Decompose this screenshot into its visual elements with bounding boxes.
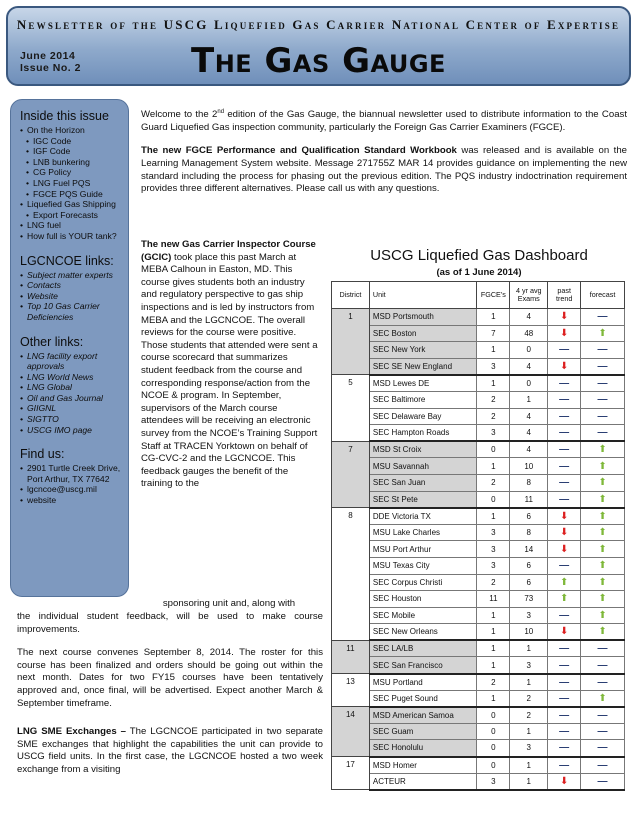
dash-icon: — (597, 377, 608, 389)
dash-icon: — (559, 410, 570, 422)
exams-cell: 14 (510, 541, 548, 558)
fgce-count-cell: 0 (477, 740, 510, 757)
past-trend-cell (548, 441, 581, 458)
exams-cell: 11 (510, 491, 548, 508)
past-trend-cell (548, 690, 581, 707)
dash-icon: — (559, 726, 570, 738)
inside-item[interactable]: • IGC Code (26, 136, 122, 147)
past-trend-cell (548, 491, 581, 508)
unit-cell: ACTEUR (369, 773, 477, 790)
forecast-cell (581, 375, 625, 392)
link-item[interactable]: • Top 10 Gas Carrier Deficiencies (20, 301, 122, 322)
dash-icon: — (559, 759, 570, 771)
dashboard-row (332, 773, 625, 790)
unit-cell: MSD American Samoa (369, 707, 477, 724)
past-trend-cell (548, 342, 581, 359)
dashboard-row (332, 591, 625, 608)
up-arrow-icon: ⬆ (598, 576, 607, 588)
other-links-list (20, 351, 122, 436)
dash-icon: — (597, 344, 608, 356)
intro-column (141, 106, 627, 207)
dashboard-row (332, 740, 625, 757)
up-arrow-icon: ⬆ (598, 510, 607, 522)
dash-icon: — (597, 676, 608, 688)
district-cell: 1 (332, 309, 370, 375)
forecast-cell (581, 591, 625, 608)
next-course-paragraph: The next course convenes September 8, 2014. The roster for this course has been finalized and orders should be going out within the next month. Dates for two FY15 courses have been tentatively approved and, once final, will be advertised. Expect another March & September timeframe. (17, 647, 323, 709)
past-trend-cell (548, 557, 581, 574)
dash-icon: — (559, 460, 570, 472)
unit-cell: SEC New York (369, 342, 477, 359)
dash-icon: — (597, 759, 608, 771)
unit-cell: SEC LA/LB (369, 640, 477, 657)
fgce-count-cell: 1 (477, 342, 510, 359)
link-item[interactable]: • Subject matter experts (20, 270, 122, 281)
dashboard-subtitle: (as of 1 June 2014) (436, 267, 522, 278)
unit-cell: SEC Baltimore (369, 391, 477, 408)
unit-cell: MSU Lake Charles (369, 524, 477, 541)
unit-cell: SEC Boston (369, 325, 477, 342)
exams-cell: 6 (510, 557, 548, 574)
past-trend-cell (548, 773, 581, 790)
past-trend-cell (548, 358, 581, 375)
fgce-count-cell: 2 (477, 474, 510, 491)
forecast-cell (581, 508, 625, 525)
exams-cell: 1 (510, 640, 548, 657)
unit-cell: SEC Hampton Roads (369, 425, 477, 442)
inside-item[interactable]: • LNB bunkering (26, 157, 122, 168)
exams-cell: 1 (510, 757, 548, 774)
col-district: District (332, 282, 370, 309)
fgce-count-cell: 3 (477, 541, 510, 558)
down-arrow-icon: ⬇ (559, 775, 569, 787)
forecast-cell (581, 640, 625, 657)
fgce-count-cell: 0 (477, 707, 510, 724)
exams-cell: 3 (510, 740, 548, 757)
forecast-cell (581, 408, 625, 425)
past-trend-cell (548, 425, 581, 442)
dash-icon: — (559, 742, 570, 754)
fgce-count-cell: 3 (477, 524, 510, 541)
exams-cell: 1 (510, 391, 548, 408)
forecast-cell (581, 458, 625, 475)
forecast-cell (581, 541, 625, 558)
unit-cell: MSU Texas City (369, 557, 477, 574)
dashboard-body (332, 309, 625, 790)
unit-cell: SEC St Pete (369, 491, 477, 508)
fgce-count-cell: 2 (477, 408, 510, 425)
district-cell: 17 (332, 757, 370, 790)
find-us-item: • lgcncoe@uscg.mil (20, 484, 122, 495)
up-arrow-icon: ⬆ (598, 444, 607, 456)
past-trend-cell (548, 325, 581, 342)
down-arrow-icon: ⬇ (559, 510, 569, 522)
exams-cell: 0 (510, 375, 548, 392)
fgce-count-cell: 1 (477, 657, 510, 674)
dash-icon: — (559, 444, 570, 456)
fgce-count-cell: 0 (477, 757, 510, 774)
unit-cell: SEC Guam (369, 723, 477, 740)
find-us-item: • 2901 Turtle Creek Drive, Port Arthur, TX 77642 (20, 463, 122, 484)
fgce-count-cell: 3 (477, 358, 510, 375)
forecast-cell (581, 607, 625, 624)
exams-cell: 0 (510, 342, 548, 359)
links-heading: LGCNCOE links: (20, 253, 114, 268)
dash-icon: — (597, 360, 608, 372)
exams-cell: 1 (510, 773, 548, 790)
forecast-cell (581, 624, 625, 641)
find-us-list (20, 463, 122, 505)
up-arrow-icon: ⬆ (598, 493, 607, 505)
fgce-count-cell: 3 (477, 773, 510, 790)
dashboard-row (332, 408, 625, 425)
forecast-cell (581, 309, 625, 326)
dash-icon: — (597, 427, 608, 439)
up-arrow-icon: ⬆ (598, 593, 607, 605)
fgce-count-cell: 1 (477, 458, 510, 475)
unit-cell: MSU Port Arthur (369, 541, 477, 558)
masthead-top-line: Newsletter of the USCG Liquefied Gas Carrier National Center of Expertise (16, 17, 621, 32)
district-cell: 5 (332, 375, 370, 441)
fgce-count-cell: 7 (477, 325, 510, 342)
fgce-count-cell: 11 (477, 591, 510, 608)
past-trend-cell (548, 508, 581, 525)
exams-cell: 6 (510, 574, 548, 591)
dashboard-title: USCG Liquefied Gas Dashboard (370, 247, 588, 264)
inside-item[interactable]: • IGF Code (26, 146, 122, 157)
past-trend-cell (548, 309, 581, 326)
unit-cell: SEC Puget Sound (369, 690, 477, 707)
gcic-end-paragraph: the individual student feedback, will be used to make course improvements. (17, 611, 323, 635)
down-arrow-icon: ⬇ (559, 543, 569, 555)
forecast-cell (581, 690, 625, 707)
col-past-trend: past trend (548, 282, 581, 309)
col-exams: 4 yr avg Exams (510, 282, 548, 309)
down-arrow-icon: ⬇ (559, 360, 569, 372)
issue-number: Issue No. 2 (20, 62, 81, 74)
past-trend-cell (548, 640, 581, 657)
up-arrow-icon: ⬆ (598, 527, 607, 539)
other-link-item[interactable]: • LNG facility export approvals (20, 351, 122, 372)
fgce-count-cell: 2 (477, 574, 510, 591)
unit-cell: DDE Victoria TX (369, 508, 477, 525)
dash-icon: — (597, 726, 608, 738)
dash-icon: — (559, 427, 570, 439)
dashboard-table (331, 281, 625, 791)
past-trend-cell (548, 391, 581, 408)
forecast-cell (581, 757, 625, 774)
dashboard-row (332, 674, 625, 691)
unit-cell: SEC San Francisco (369, 657, 477, 674)
find-us-heading: Find us: (20, 447, 65, 462)
dash-icon: — (597, 659, 608, 671)
forecast-cell (581, 474, 625, 491)
inside-item[interactable]: • LNG Fuel PQS (26, 178, 122, 189)
dashboard-row (332, 508, 625, 525)
fgce-count-cell: 0 (477, 441, 510, 458)
other-link-item[interactable]: • LNG Global (20, 382, 122, 393)
forecast-cell (581, 342, 625, 359)
forecast-cell (581, 441, 625, 458)
dashboard-row (332, 309, 625, 326)
dashboard-row (332, 325, 625, 342)
unit-cell: MSU Savannah (369, 458, 477, 475)
exams-cell: 1 (510, 674, 548, 691)
exams-cell: 10 (510, 458, 548, 475)
col-forecast: forecast (581, 282, 625, 309)
dashboard-row (332, 624, 625, 641)
exams-cell: 4 (510, 309, 548, 326)
dash-icon: — (559, 609, 570, 621)
dash-icon: — (559, 377, 570, 389)
up-arrow-icon: ⬆ (559, 576, 569, 588)
unit-cell: SEC SE New England (369, 358, 477, 375)
district-cell: 8 (332, 508, 370, 641)
past-trend-cell (548, 674, 581, 691)
fgce-count-cell: 1 (477, 690, 510, 707)
down-arrow-icon: ⬇ (559, 527, 569, 539)
inside-list (20, 125, 122, 242)
exams-cell: 73 (510, 591, 548, 608)
district-cell: 14 (332, 707, 370, 757)
issue-date: June 2014 (20, 50, 76, 62)
fgce-count-cell: 0 (477, 491, 510, 508)
unit-cell: SEC San Juan (369, 474, 477, 491)
forecast-cell (581, 358, 625, 375)
dashboard-row (332, 375, 625, 392)
masthead (6, 6, 631, 86)
forecast-cell (581, 391, 625, 408)
down-arrow-icon: ⬇ (559, 626, 569, 638)
forecast-cell (581, 325, 625, 342)
exams-cell: 48 (510, 325, 548, 342)
dashboard-row (332, 458, 625, 475)
exams-cell: 4 (510, 425, 548, 442)
fgce-count-cell: 1 (477, 607, 510, 624)
unit-cell: MSU Portland (369, 674, 477, 691)
unit-cell: MSD Homer (369, 757, 477, 774)
district-cell: 13 (332, 674, 370, 707)
forecast-cell (581, 674, 625, 691)
dashboard-row (332, 657, 625, 674)
forecast-cell (581, 557, 625, 574)
gcic-wrap-line: sponsoring unit and, along with (162, 598, 296, 609)
past-trend-cell (548, 541, 581, 558)
dash-icon: — (559, 659, 570, 671)
dashboard-row (332, 557, 625, 574)
forecast-cell (581, 740, 625, 757)
exams-cell: 4 (510, 358, 548, 375)
dashboard-row (332, 491, 625, 508)
dashboard-row (332, 474, 625, 491)
exams-cell: 1 (510, 723, 548, 740)
unit-cell: SEC Honolulu (369, 740, 477, 757)
fgce-count-cell: 2 (477, 391, 510, 408)
dashboard-row (332, 707, 625, 724)
dashboard-row (332, 425, 625, 442)
up-arrow-icon: ⬆ (559, 593, 569, 605)
dash-icon: — (559, 560, 570, 572)
other-links-heading: Other links: (20, 334, 84, 349)
other-link-item[interactable]: • LNG World News (20, 372, 122, 383)
fgce-count-cell: 3 (477, 425, 510, 442)
forecast-cell (581, 723, 625, 740)
past-trend-cell (548, 723, 581, 740)
dash-icon: — (597, 643, 608, 655)
past-trend-cell (548, 624, 581, 641)
exams-cell: 10 (510, 624, 548, 641)
exams-cell: 6 (510, 508, 548, 525)
fgce-count-cell: 1 (477, 508, 510, 525)
dash-icon: — (559, 344, 570, 356)
up-arrow-icon: ⬆ (598, 327, 607, 339)
inside-item[interactable]: • Export Forecasts (26, 210, 122, 221)
up-arrow-icon: ⬆ (598, 692, 607, 704)
up-arrow-icon: ⬆ (598, 560, 607, 572)
unit-cell: SEC Houston (369, 591, 477, 608)
up-arrow-icon: ⬆ (598, 609, 607, 621)
unit-cell: SEC New Orleans (369, 624, 477, 641)
unit-cell: SEC Delaware Bay (369, 408, 477, 425)
link-item[interactable]: • Website (20, 291, 122, 302)
col-fgces: FGCE’s (477, 282, 510, 309)
exams-cell: 3 (510, 657, 548, 674)
up-arrow-icon: ⬆ (598, 543, 607, 555)
district-cell: 7 (332, 441, 370, 507)
forecast-cell (581, 773, 625, 790)
past-trend-cell (548, 740, 581, 757)
district-cell: 11 (332, 640, 370, 673)
past-trend-cell (548, 707, 581, 724)
dash-icon: — (597, 775, 608, 787)
dashboard-row (332, 342, 625, 359)
unit-cell: SEC Mobile (369, 607, 477, 624)
inside-item[interactable]: • How full is YOUR tank? (20, 231, 122, 242)
dash-icon: — (597, 394, 608, 406)
fgce-count-cell: 0 (477, 723, 510, 740)
fgce-count-cell: 1 (477, 624, 510, 641)
exams-cell: 3 (510, 607, 548, 624)
unit-cell: MSD Portsmouth (369, 309, 477, 326)
inside-item[interactable]: • FGCE PQS Guide (26, 189, 122, 200)
forecast-cell (581, 574, 625, 591)
down-arrow-icon: ⬇ (559, 327, 569, 339)
past-trend-cell (548, 375, 581, 392)
past-trend-cell (548, 524, 581, 541)
dashboard-header-row (332, 282, 625, 309)
dashboard-row (332, 757, 625, 774)
exams-cell: 8 (510, 474, 548, 491)
dash-icon: — (559, 676, 570, 688)
other-link-item[interactable]: • SIGTTO (20, 414, 122, 425)
exams-cell: 2 (510, 690, 548, 707)
sme-paragraph: LNG SME Exchanges – The LGCNCOE participated in two separate SME exchanges that highlight the capabilities the unit can provide to USCG field units. In the first case, the LGCNCOE hosted a two week exchange from a visiting (17, 726, 323, 775)
dashboard-row (332, 441, 625, 458)
forecast-cell (581, 491, 625, 508)
link-item[interactable]: • Contacts (20, 280, 122, 291)
past-trend-cell (548, 607, 581, 624)
dashboard-row (332, 607, 625, 624)
unit-cell: MSD St Croix (369, 441, 477, 458)
other-link-item[interactable]: • Oil and Gas Journal (20, 393, 122, 404)
welcome-paragraph: Welcome to the 2nd edition of the Gas Gauge, the biannual newsletter used to distribute information to the Coast Guard Liquefied Gas inspection community, particularly the Foreign Gas Carrier Examiners (FGCE). (141, 109, 627, 133)
dashboard-row (332, 723, 625, 740)
lower-column (17, 611, 323, 788)
exams-cell: 2 (510, 707, 548, 724)
inside-item[interactable]: • Liquefied Gas Shipping (20, 199, 122, 210)
dash-icon: — (559, 709, 570, 721)
dashboard-row (332, 524, 625, 541)
exams-cell: 4 (510, 408, 548, 425)
past-trend-cell (548, 408, 581, 425)
dashboard-row (332, 358, 625, 375)
unit-cell: SEC Corpus Christi (369, 574, 477, 591)
dash-icon: — (559, 643, 570, 655)
inside-item[interactable]: • LNG fuel (20, 220, 122, 231)
up-arrow-icon: ⬆ (598, 460, 607, 472)
links-list (20, 270, 122, 323)
forecast-cell (581, 425, 625, 442)
dashboard-row (332, 541, 625, 558)
fgce-count-cell: 1 (477, 640, 510, 657)
inside-item[interactable]: • On the Horizon (20, 125, 122, 136)
fgce-count-cell: 1 (477, 309, 510, 326)
find-us-item: • website (20, 495, 122, 506)
inside-item[interactable]: • CG Policy (26, 167, 122, 178)
dash-icon: — (559, 394, 570, 406)
past-trend-cell (548, 591, 581, 608)
fgce-count-cell: 1 (477, 375, 510, 392)
past-trend-cell (548, 458, 581, 475)
forecast-cell (581, 707, 625, 724)
inside-heading: Inside this issue (20, 109, 109, 123)
forecast-cell (581, 657, 625, 674)
exams-cell: 4 (510, 441, 548, 458)
down-arrow-icon: ⬇ (559, 311, 569, 323)
unit-cell: MSD Lewes DE (369, 375, 477, 392)
gcic-paragraph: The new Gas Carrier Inspector Course (GCIC) took place this past March at MEBA Calhoun in Easton, MD. This course gives students both an industry and regulatory perspective to gas ship inspections and is led by instructors from MEBA and the LGCNCOE. The overall reviews for the course were positive. Those students that attended were sent a course scorecard that summarizes student feedback from the course and corresponding response/action from the NCOE & program. In September, supervisors of the March course attendees will be receiving an electronic survey from the NCOE’s Training Support Staff at TRACEN Yorktown on behalf of CG-CVC-2 and the LGCNCOE. This feedback gauges the benefit of the training to the (141, 239, 318, 490)
other-link-item[interactable]: • GIIGNL (20, 403, 122, 414)
dash-icon: — (597, 709, 608, 721)
sidebar (10, 99, 129, 597)
dashboard-row (332, 391, 625, 408)
fgce-count-cell: 3 (477, 557, 510, 574)
past-trend-cell (548, 574, 581, 591)
exams-cell: 8 (510, 524, 548, 541)
fgce-paragraph: The new FGCE Performance and Qualification Standard Workbook was released and is available on the Learning Management System website. Message 271755Z MAR 14 provides guidance on implementing the new standard including the process for phasing out the previous edition. The PQS industry indoctrination requirement provides three different alternatives. Please call us with any questions. (141, 145, 627, 195)
dashboard-row (332, 574, 625, 591)
past-trend-cell (548, 657, 581, 674)
dash-icon: — (559, 477, 570, 489)
other-link-item[interactable]: • USCG IMO page (20, 425, 122, 436)
dash-icon: — (597, 742, 608, 754)
past-trend-cell (548, 474, 581, 491)
up-arrow-icon: ⬆ (598, 477, 607, 489)
dash-icon: — (597, 311, 608, 323)
dash-icon: — (597, 410, 608, 422)
fgce-count-cell: 2 (477, 674, 510, 691)
past-trend-cell (548, 757, 581, 774)
newsletter-title: The Gas Gauge (191, 41, 446, 81)
dash-icon: — (559, 692, 570, 704)
dash-icon: — (559, 493, 570, 505)
col-unit: Unit (369, 282, 477, 309)
forecast-cell (581, 524, 625, 541)
up-arrow-icon: ⬆ (598, 626, 607, 638)
dashboard-row (332, 690, 625, 707)
dashboard-row (332, 640, 625, 657)
